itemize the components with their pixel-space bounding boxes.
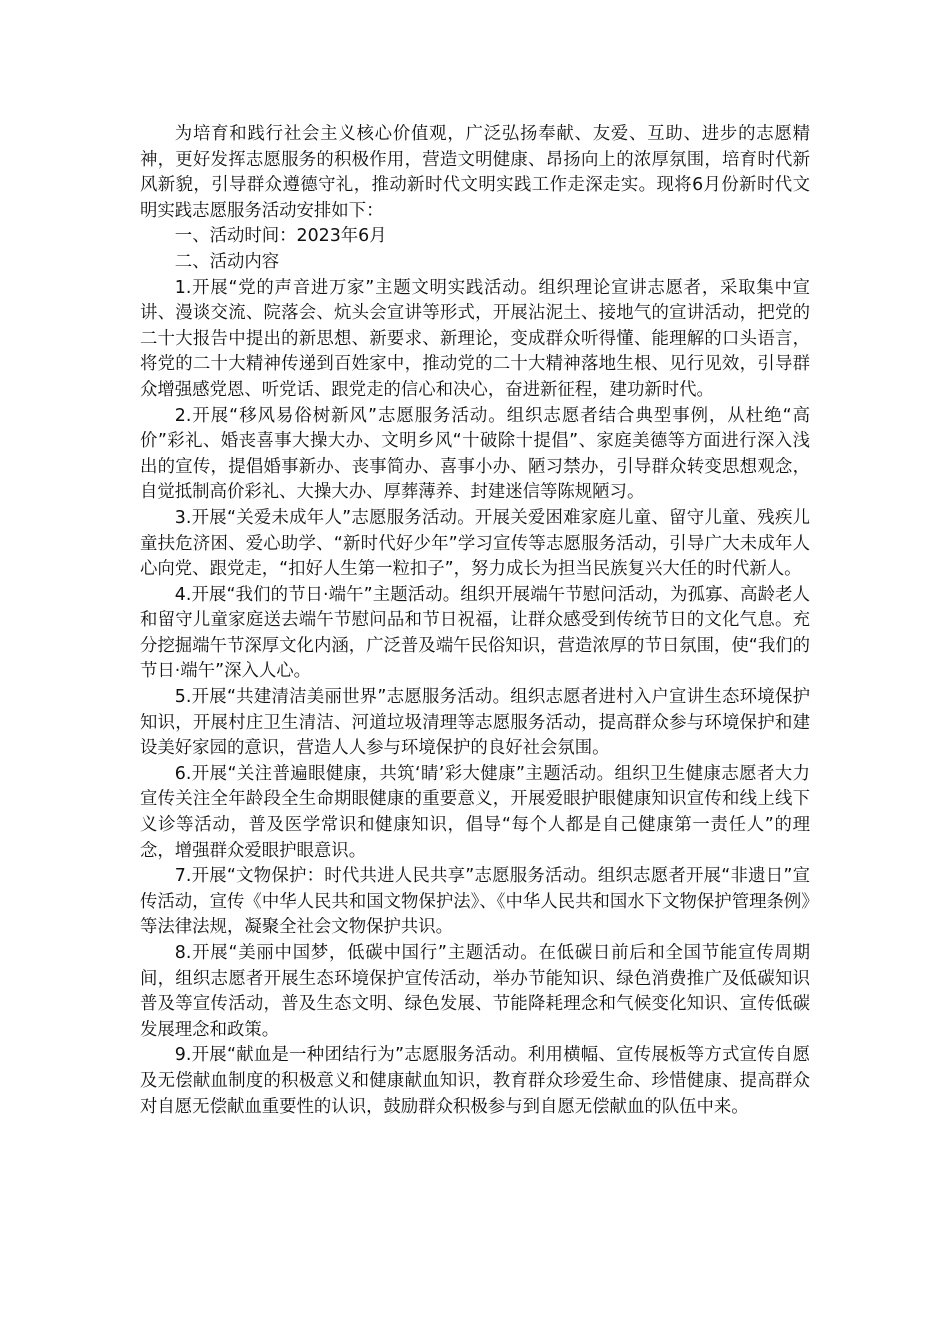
intro-paragraph: 为培育和践行社会主义核心价值观，广泛弘扬奉献、友爱、互助、进步的志愿精神，更好发挥志愿服务的积极作用，营造文明健康、昂扬向上的浓厚氛围，培育时代新风新貌，引导群众遵德守礼，推动新时代文明实践工作走深走实。现将6月份新时代文明实践志愿服务活动安排如下：: [140, 124, 810, 221]
activity-item-5: 5.开展“共建清洁美丽世界”志愿服务活动。组织志愿者进村入户宣讲生态环境保护知识，开展村庄卫生清洁、河道垃圾清理等志愿服务活动，提高群众参与环境保护和建设美好家园的意识，营造人人参与环境保护的良好社会氛围。: [140, 687, 810, 759]
activity-item-9: 9.开展“献血是一种团结行为”志愿服务活动。利用横幅、宣传展板等方式宣传自愿及无偿献血制度的积极意义和健康献血知识，教育群众珍爱生命、珍惜健康、提高群众对自愿无偿献血重要性的认识，鼓励群众积极参与到自愿无偿献血的队伍中来。: [140, 1045, 810, 1117]
activity-time-heading: 一、活动时间：2023年6月: [174, 226, 387, 247]
activity-item-7: 7.开展“文物保护：时代共进人民共享”志愿服务活动。组织志愿者开展“非遗日”宣传活动，宣传《中华人民共和国文物保护法》、《中华人民共和国水下文物保护管理条例》等法律法规，凝聚全社会文物保护共识。: [140, 866, 810, 938]
activity-item-8: 8.开展“美丽中国梦，低碳中国行”主题活动。在低碳日前后和全国节能宣传周期间，组织志愿者开展生态环境保护宣传活动，举办节能知识、绿色消费推广及低碳知识普及等宣传活动，普及生态文明、绿色发展、节能降耗理念和气候变化知识、宣传低碳发展理念和政策。: [140, 943, 810, 1040]
activity-item-6: 6.开展“关注普遍眼健康，共筑‘睛’彩大健康”主题活动。组织卫生健康志愿者大力宣传关注全年龄段全生命期眼健康的重要意义，开展爱眼护眼健康知识宣传和线上线下义诊等活动，普及医学常识和健康知识，倡导“每个人都是自己健康第一责任人”的理念，增强群众爱眼护眼意识。: [140, 763, 810, 861]
activity-item-1: 1.开展“党的声音进万家”主题文明实践活动。组织理论宣讲志愿者，采取集中宣讲、漫谈交流、院落会、炕头会宣讲等形式，开展沾泥土、接地气的宣讲活动，把党的二十大报告中提出的新思想、新要求、新理论，变成群众听得懂、能理解的口头语言，将党的二十大精神传递到百姓家中，推动党的二十大精神落地生根、见行见效，引导群众增强感党恩、听党话、跟党走的信心和决心，奋进新征程，建功新时代。: [140, 277, 810, 400]
activity-item-2: 2.开展“移风易俗树新风”志愿服务活动。组织志愿者结合典型事例，从杜绝“高价”彩礼、婚丧喜事大操大办、文明乡风“十破除十提倡”、家庭美德等方面进行深入浅出的宣传，提倡婚事新办、丧事简办、喜事小办、陋习禁办，引导群众转变思想观念，自觉抵制高价彩礼、大操大办、厚葬薄养、封建迷信等陈规陋习。: [140, 405, 810, 503]
activity-item-4: 4.开展“我们的节日·端午”主题活动。组织开展端午节慰问活动，为孤寡、高龄老人和留守儿童家庭送去端午节慰问品和节日祝福，让群众感受到传统节日的文化气息。充分挖掘端午节深厚文化内涵，广泛普及端午民俗知识，营造浓厚的节日氛围，使“我们的节日·端午”深入人心。: [140, 584, 810, 682]
activity-item-3: 3.开展“关爱未成年人”志愿服务活动。开展关爱困难家庭儿童、留守儿童、残疾儿童扶危济困、爱心助学、“新时代好少年”学习宣传等志愿服务活动，引导广大未成年人心向党、跟党走，“扣好人生第一粒扣子”，努力成长为担当民族复兴大任的时代新人。: [140, 507, 810, 580]
activity-content-heading: 二、活动内容: [174, 251, 280, 272]
document-body: [140, 122, 810, 1120]
